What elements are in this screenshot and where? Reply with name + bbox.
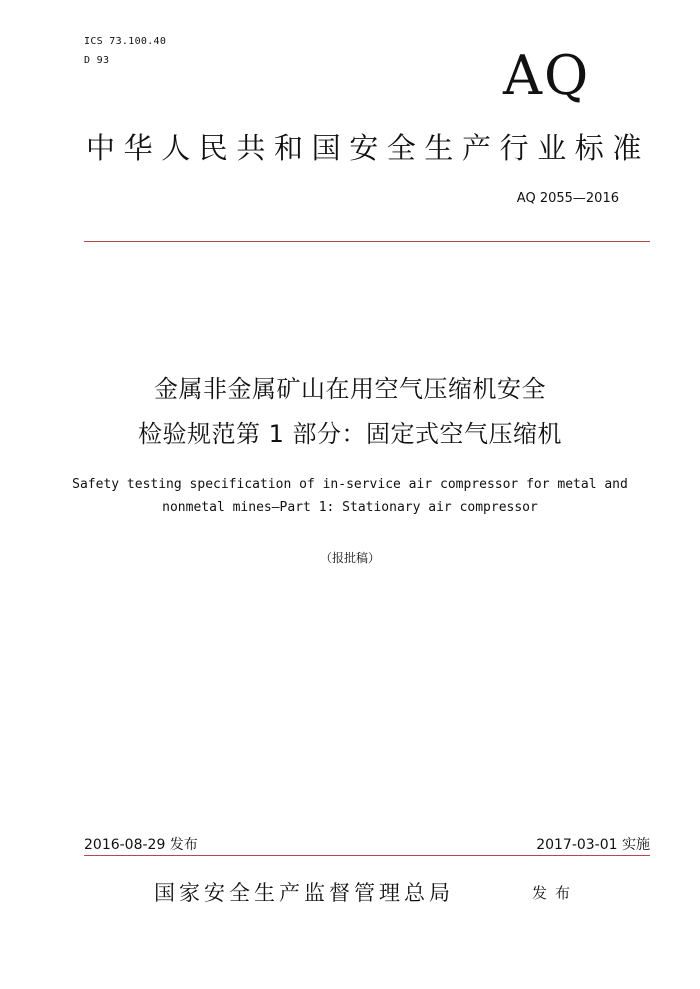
ccs-code: D 93 xyxy=(84,55,110,66)
bottom-divider xyxy=(84,855,650,856)
standard-number: AQ 2055—2016 xyxy=(516,191,619,206)
publisher: 国家安全生产监督管理总局 xyxy=(154,881,454,905)
title-english-line-1: Safety testing specification of in-service air compressor for metal and xyxy=(72,477,628,492)
title-chinese-line-2: 检验规范第 1 部分：固定式空气压缩机 xyxy=(137,420,563,448)
title-english-line-2: nonmetal mines—Part 1: Stationary air compressor xyxy=(162,500,538,515)
issue-date: 2016-08-29 发布 xyxy=(84,837,198,853)
industry-standard-title: 中华人民共和国安全生产行业标准 xyxy=(86,131,651,165)
aq-logo: AQ xyxy=(503,44,591,107)
draft-note: （报批稿） xyxy=(319,551,380,565)
implementation-date: 2017-03-01 实施 xyxy=(536,837,650,853)
ics-code: ICS 73.100.40 xyxy=(84,36,167,47)
title-chinese-line-1: 金属非金属矿山在用空气压缩机安全 xyxy=(154,375,546,403)
publish-word: 发布 xyxy=(532,884,579,902)
top-divider xyxy=(84,241,650,242)
